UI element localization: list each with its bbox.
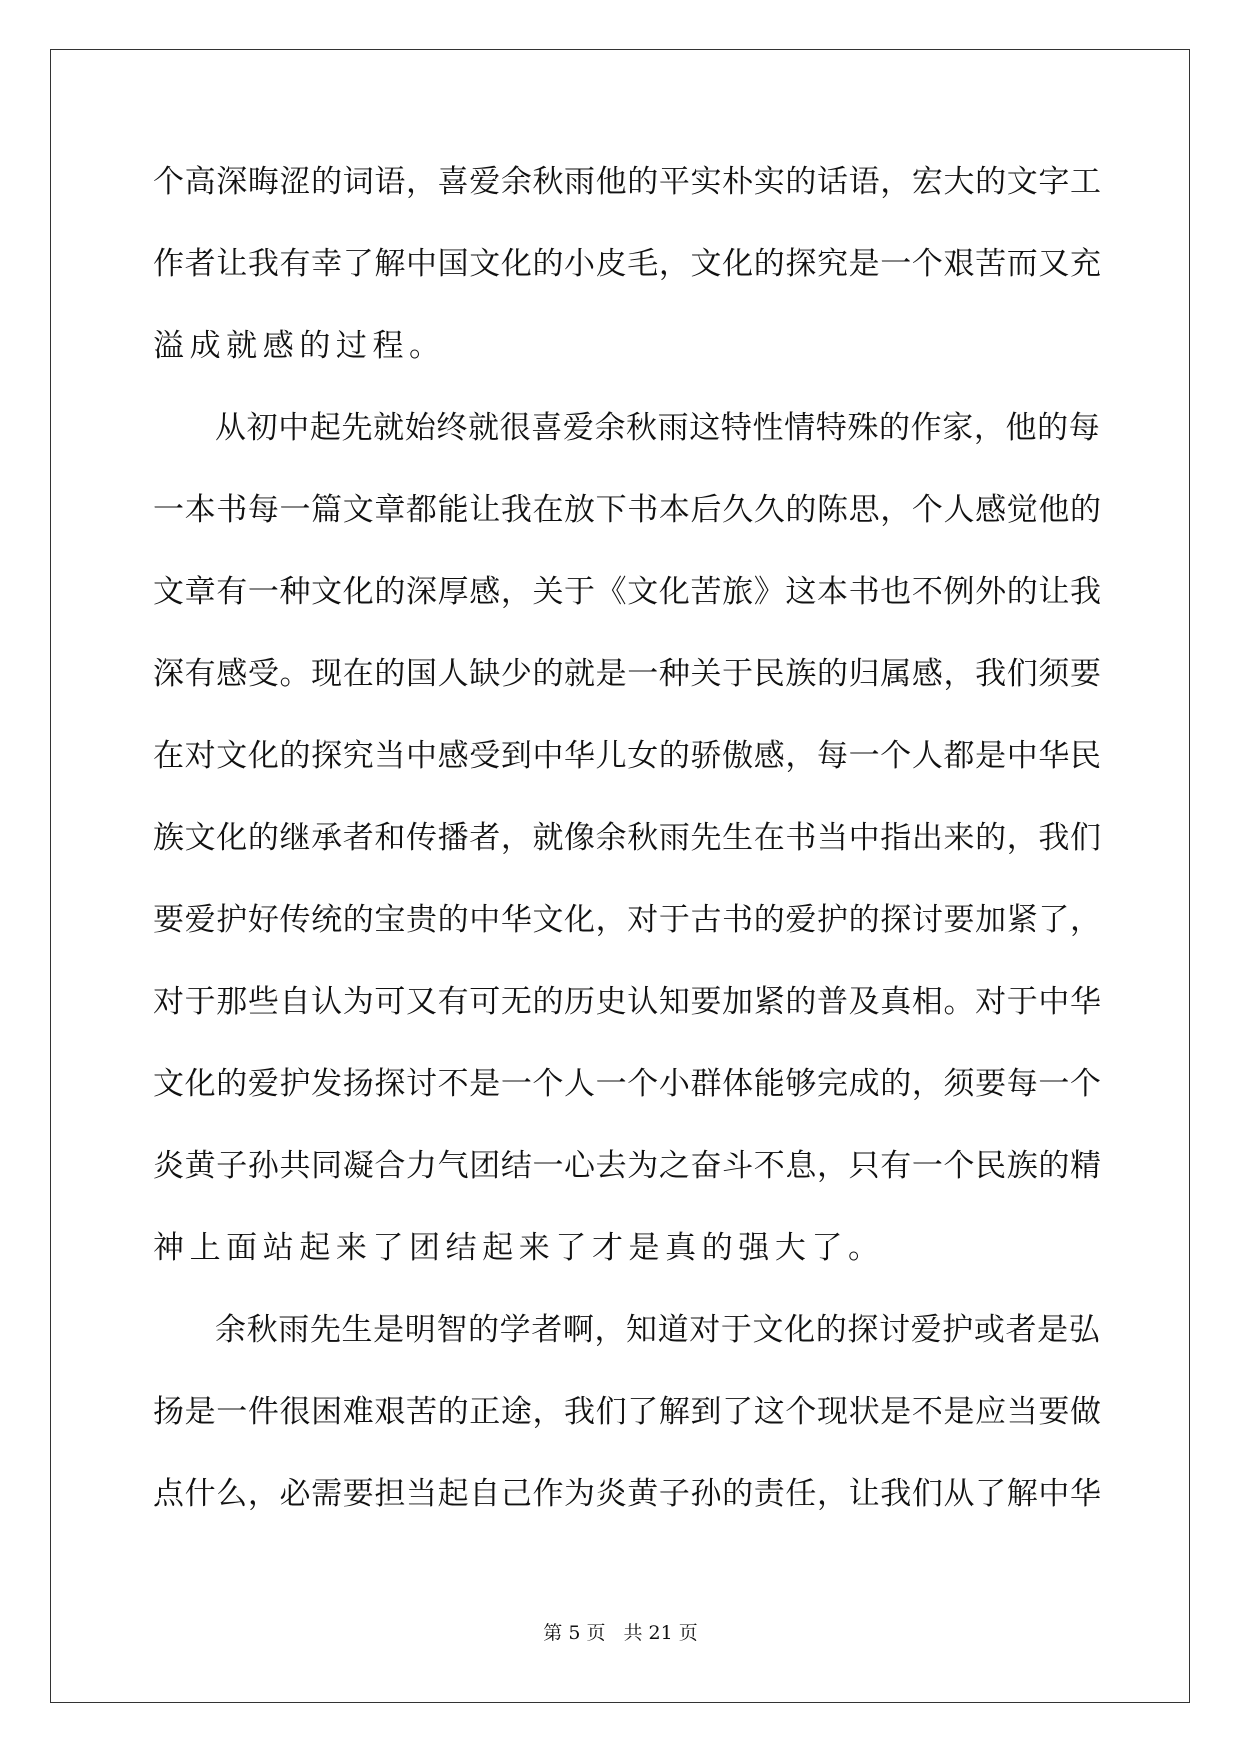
- text-line: 一本书每一篇文章都能让我在放下书本后久久的陈思，个人感觉他的: [153, 492, 1102, 528]
- page-number-current: 第 5 页: [543, 1622, 606, 1644]
- document-body: [153, 162, 1102, 1556]
- text-line: 文章有一种文化的深厚感，关于《文化苦旅》这本书也不例外的让我: [153, 574, 1102, 610]
- text-line: 对于那些自认为可又有可无的历史认知要加紧的普及真相。对于中华: [153, 984, 1102, 1020]
- text-line: 个高深晦涩的词语，喜爱余秋雨他的平实朴实的话语，宏大的文字工: [153, 164, 1102, 200]
- text-line: 族文化的继承者和传播者，就像余秋雨先生在书当中指出来的，我们: [153, 820, 1102, 856]
- text-line: 在对文化的探究当中感受到中华儿女的骄傲感，每一个人都是中华民: [153, 738, 1102, 774]
- text-line: 点什么，必需要担当起自己作为炎黄子孙的责任，让我们从了解中华: [153, 1476, 1102, 1512]
- text-line: 炎黄子孙共同凝合力气团结一心去为之奋斗不息，只有一个民族的精: [153, 1148, 1102, 1184]
- page-number-total: 共 21 页: [623, 1622, 698, 1644]
- text-line: 余秋雨先生是明智的学者啊，知道对于文化的探讨爱护或者是弘: [215, 1312, 1101, 1348]
- text-line: 要爱护好传统的宝贵的中华文化，对于古书的爱护的探讨要加紧了，: [153, 902, 1102, 938]
- text-line: 文化的爱护发扬探讨不是一个人一个小群体能够完成的，须要每一个: [153, 1066, 1102, 1102]
- text-line: 溢成就感的过程。: [153, 328, 446, 364]
- text-line: 作者让我有幸了解中国文化的小皮毛，文化的探究是一个艰苦而又充: [153, 246, 1102, 282]
- text-line: 从初中起先就始终就很喜爱余秋雨这特性情特殊的作家，他的每: [215, 410, 1101, 446]
- text-line: 神上面站起来了团结起来了才是真的强大了。: [153, 1230, 885, 1266]
- page-footer: [0, 1621, 1241, 1645]
- text-line: 深有感受。现在的国人缺少的就是一种关于民族的归属感，我们须要: [153, 656, 1102, 692]
- text-line: 扬是一件很困难艰苦的正途，我们了解到了这个现状是不是应当要做: [153, 1394, 1102, 1430]
